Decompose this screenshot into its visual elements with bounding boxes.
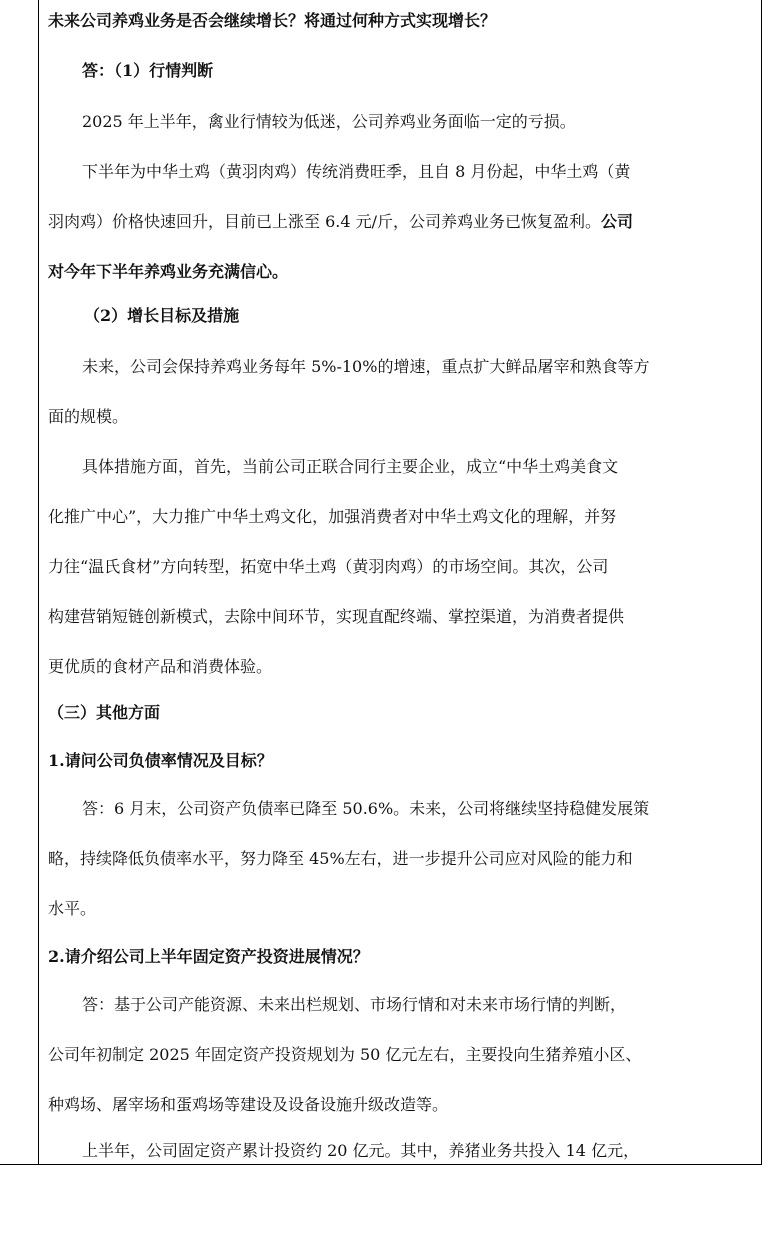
paragraph-2-line-1: 下半年为中华土鸡（黄羽肉鸡）传统消费旺季，且自 8 月份起，中华土鸡（黄 — [82, 162, 631, 181]
paragraph-4-line-2: 化推广中心”，大力推广中华土鸡文化，加强消费者对中华土鸡文化的理解，并努 — [48, 507, 617, 526]
paragraph-3-line-2: 面的规模。 — [48, 407, 129, 426]
paragraph-4-line-3: 力往“温氏食材”方向转型，拓宽中华土鸡（黄羽肉鸡）的市场空间。其次，公司 — [48, 557, 609, 576]
paragraph-6-line-1: 答：基于公司产能资源、未来出栏规划、市场行情和对未来市场行情的判断， — [82, 995, 627, 1014]
table-bottom-border — [0, 1164, 762, 1165]
section-3-heading: （三）其他方面 — [48, 703, 161, 722]
paragraph-4-line-1: 具体措施方面，首先，当前公司正联合同行主要企业，成立“中华土鸡美食文 — [82, 457, 619, 476]
paragraph-6-line-2: 公司年初制定 2025 年固定资产投资规划为 50 亿元左右，主要投向生猪养殖小区、 — [48, 1045, 642, 1064]
paragraph-2-line-2-bold: 公司 — [601, 212, 634, 231]
question-1: 1.请问公司负债率情况及目标？ — [48, 751, 273, 770]
paragraph-3-line-1: 未来，公司会保持养鸡业务每年 5%-10%的增速，重点扩大鲜品屠宰和熟食等方 — [82, 357, 650, 376]
paragraph-4-line-4: 构建营销短链创新模式，去除中间环节，实现直配终端、掌控渠道，为消费者提供 — [48, 607, 625, 626]
paragraph-6-line-3: 种鸡场、屠宰场和蛋鸡场等建设及设备设施升级改造等。 — [48, 1095, 449, 1114]
question-2: 2.请介绍公司上半年固定资产投资进展情况？ — [48, 947, 369, 966]
paragraph-7-line-1: 上半年，公司固定资产累计投资约 20 亿元。其中，养猪业务共投入 14 亿元， — [82, 1141, 640, 1160]
paragraph-5-line-3: 水平。 — [48, 899, 97, 918]
paragraph-2-line-2 — [48, 209, 752, 235]
paragraph-2-line-3: 对今年下半年养鸡业务充满信心。 — [48, 262, 289, 281]
paragraph-5-line-1: 答：6 月末，公司资产负债率已降至 50.6%。未来，公司将继续坚持稳健发展策 — [82, 799, 650, 818]
table-left-border — [38, 0, 39, 1165]
paragraph-2-line-2-text: 羽肉鸡）价格快速回升，目前已上涨至 6.4 元/斤，公司养鸡业务已恢复盈利。 — [48, 212, 602, 231]
answer-heading-2: （2）增长目标及措施 — [84, 306, 240, 325]
paragraph-4-line-5: 更优质的食材产品和消费体验。 — [48, 657, 273, 676]
table-right-border — [761, 0, 762, 1165]
paragraph-5-line-2: 略，持续降低负债率水平，努力降至 45%左右，进一步提升公司应对风险的能力和 — [48, 849, 633, 868]
paragraph-1: 2025 年上半年，禽业行情较为低迷，公司养鸡业务面临一定的亏损。 — [82, 112, 576, 131]
answer-heading-1: 答：（1）行情判断 — [82, 61, 214, 80]
question-title: 未来公司养鸡业务是否会继续增长？将通过何种方式实现增长？ — [48, 11, 497, 30]
